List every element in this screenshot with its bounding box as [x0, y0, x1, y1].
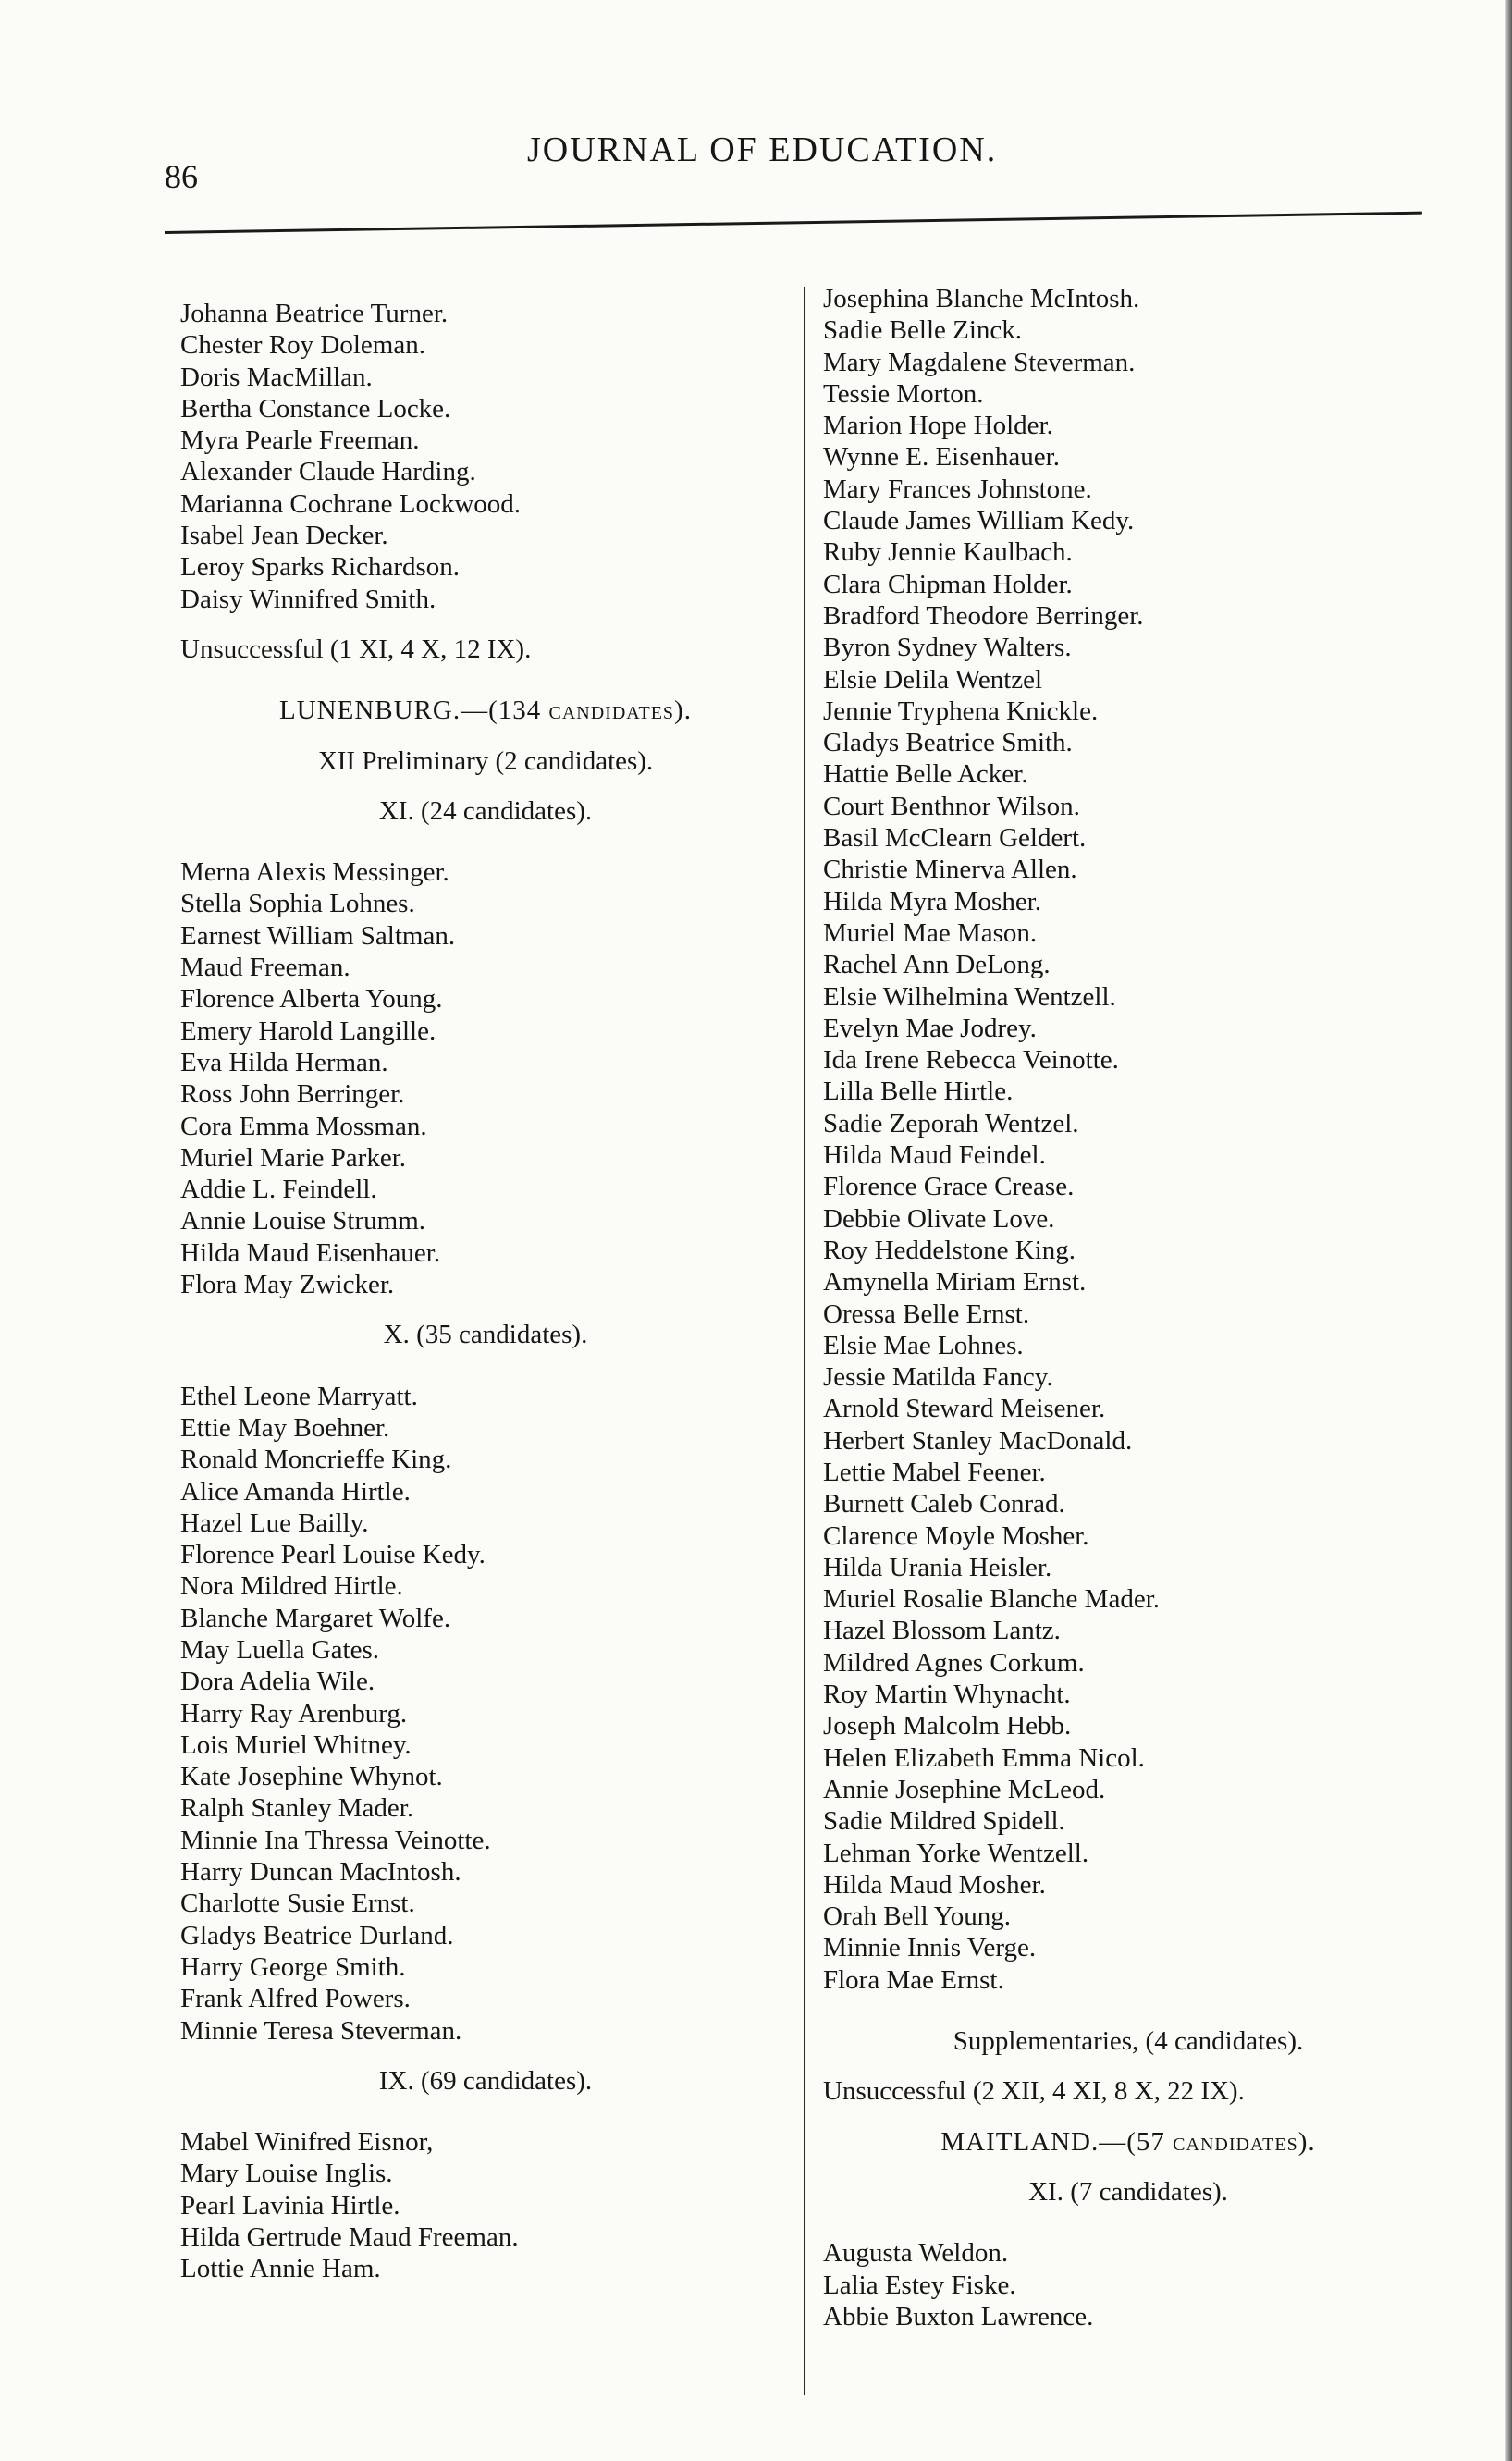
candidate-name: Lehman Yorke Wentzell.	[823, 1838, 1089, 1868]
candidate-name: Burnett Caleb Conrad.	[823, 1489, 1065, 1520]
candidate-name: Josephina Blanche McIntosh.	[823, 284, 1140, 314]
candidate-name: Muriel Rosalie Blanche Mader.	[823, 1584, 1161, 1615]
running-head: JOURNAL OF EDUCATION.	[527, 130, 998, 169]
candidate-name: Harry George Smith.	[180, 1951, 406, 1982]
candidate-name: Lois Muriel Whitney.	[180, 1729, 412, 1760]
candidate-name: Daisy Winnifred Smith.	[180, 584, 436, 614]
candidate-name: Stella Sophia Lohnes.	[180, 889, 415, 919]
candidate-name: Elsie Mae Lohnes.	[823, 1330, 1024, 1360]
candidate-name: Harry Ray Arenburg.	[180, 1698, 408, 1729]
candidate-name: Basil McClearn Geldert.	[823, 823, 1087, 854]
candidate-name: Muriel Marie Parker.	[180, 1142, 407, 1173]
grade-heading-xi: XI. (24 candidates).	[378, 795, 593, 826]
candidate-name: Helen Elizabeth Emma Nicol.	[823, 1742, 1145, 1773]
candidate-name: Court Benthnor Wilson.	[823, 791, 1080, 821]
candidate-name: Muriel Mae Mason.	[823, 917, 1038, 948]
candidate-name: Frank Alfred Powers.	[180, 1984, 411, 2014]
candidate-name: Joseph Malcolm Hebb.	[823, 1711, 1072, 1741]
candidate-name: Evelyn Mae Jodrey.	[823, 1013, 1037, 1043]
candidate-name: Ettie May Boehner.	[180, 1412, 390, 1443]
candidate-name: Florence Grace Crease.	[823, 1172, 1075, 1202]
candidate-name: Hilda Urania Heisler.	[823, 1552, 1052, 1582]
page-number: 86	[165, 158, 198, 195]
candidate-name: Claude James William Kedy.	[823, 506, 1135, 536]
candidate-name: Arnold Steward Meisener.	[823, 1394, 1106, 1424]
candidate-name: Wynne E. Eisenhauer.	[823, 442, 1060, 473]
candidate-name: Chester Roy Doleman.	[180, 330, 425, 361]
candidate-name: Jennie Tryphena Knickle.	[823, 695, 1099, 726]
candidate-name: Sadie Mildred Spidell.	[823, 1806, 1065, 1837]
candidate-name: Lalia Estey Fiske.	[823, 2270, 1016, 2300]
candidate-name: Pearl Lavinia Hirtle.	[180, 2190, 400, 2221]
candidate-name: Hilda Gertrude Maud Freeman.	[180, 2222, 519, 2253]
candidate-name: Amynella Miriam Ernst.	[823, 1267, 1087, 1298]
candidate-name: Mary Louise Inglis.	[180, 2159, 393, 2189]
candidate-name: Merna Alexis Messinger.	[180, 857, 449, 888]
candidate-name: Byron Sydney Walters.	[823, 633, 1072, 663]
candidate-name: Sadie Belle Zinck.	[823, 315, 1023, 346]
candidate-name: Mary Magdalene Steverman.	[823, 347, 1136, 377]
grade-heading-x: X. (35 candidates).	[383, 1320, 588, 1350]
candidate-name: Hazel Lue Bailly.	[180, 1507, 369, 1538]
candidate-name: Bertha Constance Locke.	[180, 393, 451, 424]
candidate-name: Gladys Beatrice Durland.	[180, 1920, 454, 1950]
candidate-name: Ethel Leone Marryatt.	[180, 1381, 418, 1411]
candidate-name: Jessie Matilda Fancy.	[823, 1362, 1053, 1393]
candidate-name: Flora Mae Ernst.	[823, 1964, 1004, 1995]
candidate-name: Eva Hilda Herman.	[180, 1047, 388, 1077]
grade-heading-xi: XI. (7 candidates).	[1028, 2176, 1228, 2207]
candidate-name: Addie L. Feindell.	[180, 1175, 377, 1205]
candidate-name: Rachel Ann DeLong.	[823, 950, 1051, 980]
candidate-name: Mabel Winifred Eisnor,	[180, 2127, 434, 2158]
page-edge-shadow	[1505, 0, 1512, 2461]
name-list	[823, 283, 1433, 1996]
name-list	[180, 298, 791, 615]
candidate-name: Johanna Beatrice Turner.	[180, 299, 449, 328]
candidate-name: Oressa Belle Ernst.	[823, 1298, 1030, 1329]
candidate-name: Lottie Annie Ham.	[180, 2254, 381, 2284]
candidate-name: Myra Pearle Freeman.	[180, 425, 420, 456]
candidate-name: Elsie Delila Wentzel	[823, 664, 1043, 695]
candidate-name: Elsie Wilhelmina Wentzell.	[823, 981, 1116, 1012]
candidate-name: Hilda Maud Eisenhauer.	[180, 1237, 441, 1268]
candidate-name: Cora Emma Mossman.	[180, 1111, 427, 1141]
candidate-name: Bradford Theodore Berringer.	[823, 600, 1144, 631]
candidate-name: Sadie Zeporah Wentzel.	[823, 1108, 1079, 1138]
candidate-name: Dora Adelia Wile.	[180, 1667, 375, 1697]
grade-heading-ix: IX. (69 candidates).	[378, 2065, 593, 2096]
name-list	[180, 1381, 791, 2047]
candidate-name: Doris MacMillan.	[180, 362, 373, 392]
candidate-name: Ruby Jennie Kaulbach.	[823, 537, 1073, 568]
header-rule	[165, 212, 1422, 234]
candidate-name: Christie Minerva Allen.	[823, 855, 1077, 885]
candidate-name: Marianna Cochrane Lockwood.	[180, 488, 522, 519]
candidate-name: Augusta Weldon.	[823, 2238, 1009, 2269]
candidate-name: Ross John Berringer.	[180, 1079, 405, 1110]
county-heading-lunenburg: LUNENBURG.—(134 candidates).	[279, 695, 692, 726]
candidate-name: Alice Amanda Hirtle.	[180, 1476, 411, 1507]
candidate-name: Hattie Belle Acker.	[823, 759, 1028, 790]
candidate-name: Florence Alberta Young.	[180, 984, 443, 1015]
candidate-name: Tessie Morton.	[823, 378, 984, 409]
candidate-name: Marion Hope Holder.	[823, 411, 1053, 441]
candidate-name: Hilda Maud Feindel.	[823, 1140, 1046, 1171]
candidate-name: Florence Pearl Louise Kedy.	[180, 1540, 486, 1570]
candidate-name: Harry Duncan MacIntosh.	[180, 1857, 461, 1888]
grade-heading-xii: XII Preliminary (2 candidates).	[317, 745, 654, 776]
candidate-name: Abbie Buxton Lawrence.	[823, 2301, 1094, 2332]
candidate-name: Roy Heddelstone King.	[823, 1235, 1076, 1265]
candidate-name: Debbie Olivate Love.	[823, 1203, 1055, 1234]
candidate-name: Blanche Margaret Wolfe.	[180, 1603, 451, 1633]
candidate-name: Ida Irene Rebecca Veinotte.	[823, 1045, 1119, 1076]
candidate-name: Emery Harold Langille.	[180, 1015, 436, 1046]
candidate-name: Mary Frances Johnstone.	[823, 474, 1092, 504]
candidate-name: Lettie Mabel Feener.	[823, 1457, 1046, 1487]
candidate-name: Orah Bell Young.	[823, 1901, 1012, 1932]
candidate-name: Roy Martin Whynacht.	[823, 1680, 1071, 1710]
candidate-name: Lilla Belle Hirtle.	[823, 1077, 1014, 1107]
supplementaries-note: Supplementaries, (4 candidates).	[953, 2026, 1304, 2057]
candidate-name: Annie Josephine McLeod.	[823, 1774, 1106, 1804]
candidate-name: Nora Mildred Hirtle.	[180, 1571, 403, 1602]
candidate-name: Kate Josephine Whynot.	[180, 1762, 443, 1792]
left-column	[180, 298, 791, 2285]
unsuccessful-note: Unsuccessful (1 XI, 4 X, 12 IX).	[180, 634, 532, 664]
candidate-name: Hazel Blossom Lantz.	[823, 1616, 1061, 1646]
unsuccessful-note: Unsuccessful (2 XII, 4 XI, 8 X, 22 IX).	[823, 2076, 1245, 2107]
candidate-name: Charlotte Susie Ernst.	[180, 1889, 415, 1919]
name-list	[180, 2126, 791, 2284]
candidate-name: Ronald Moncrieffe King.	[180, 1445, 452, 1475]
candidate-name: Flora May Zwicker.	[180, 1270, 395, 1300]
column-divider	[804, 287, 805, 2395]
county-heading-maitland: MAITLAND.—(57 candidates).	[940, 2126, 1316, 2157]
candidate-name: Minnie Ina Thressa Veinotte.	[180, 1825, 491, 1855]
candidate-name: Hilda Myra Mosher.	[823, 886, 1041, 917]
candidate-name: Isabel Jean Decker.	[180, 521, 388, 551]
candidate-name: Minnie Innis Verge.	[823, 1933, 1037, 1963]
candidate-name: Annie Louise Strumm.	[180, 1206, 426, 1237]
candidate-name: Minnie Teresa Steverman.	[180, 2015, 462, 2046]
right-column	[823, 283, 1433, 2332]
candidate-name: Clarence Moyle Mosher.	[823, 1520, 1089, 1551]
name-list	[180, 856, 791, 1300]
candidate-name: Herbert Stanley MacDonald.	[823, 1425, 1133, 1456]
candidate-name: Mildred Agnes Corkum.	[823, 1647, 1085, 1678]
name-list	[823, 2237, 1433, 2332]
candidate-name: Hilda Maud Mosher.	[823, 1869, 1046, 1900]
candidate-name: Alexander Claude Harding.	[180, 457, 476, 487]
candidate-name: Gladys Beatrice Smith.	[823, 728, 1073, 758]
candidate-name: Clara Chipman Holder.	[823, 569, 1073, 599]
candidate-name: Earnest William Saltman.	[180, 920, 456, 951]
candidate-name: Ralph Stanley Mader.	[180, 1793, 414, 1824]
candidate-name: May Luella Gates.	[180, 1634, 380, 1665]
candidate-name: Leroy Sparks Richardson.	[180, 552, 461, 583]
candidate-name: Maud Freeman.	[180, 953, 350, 983]
